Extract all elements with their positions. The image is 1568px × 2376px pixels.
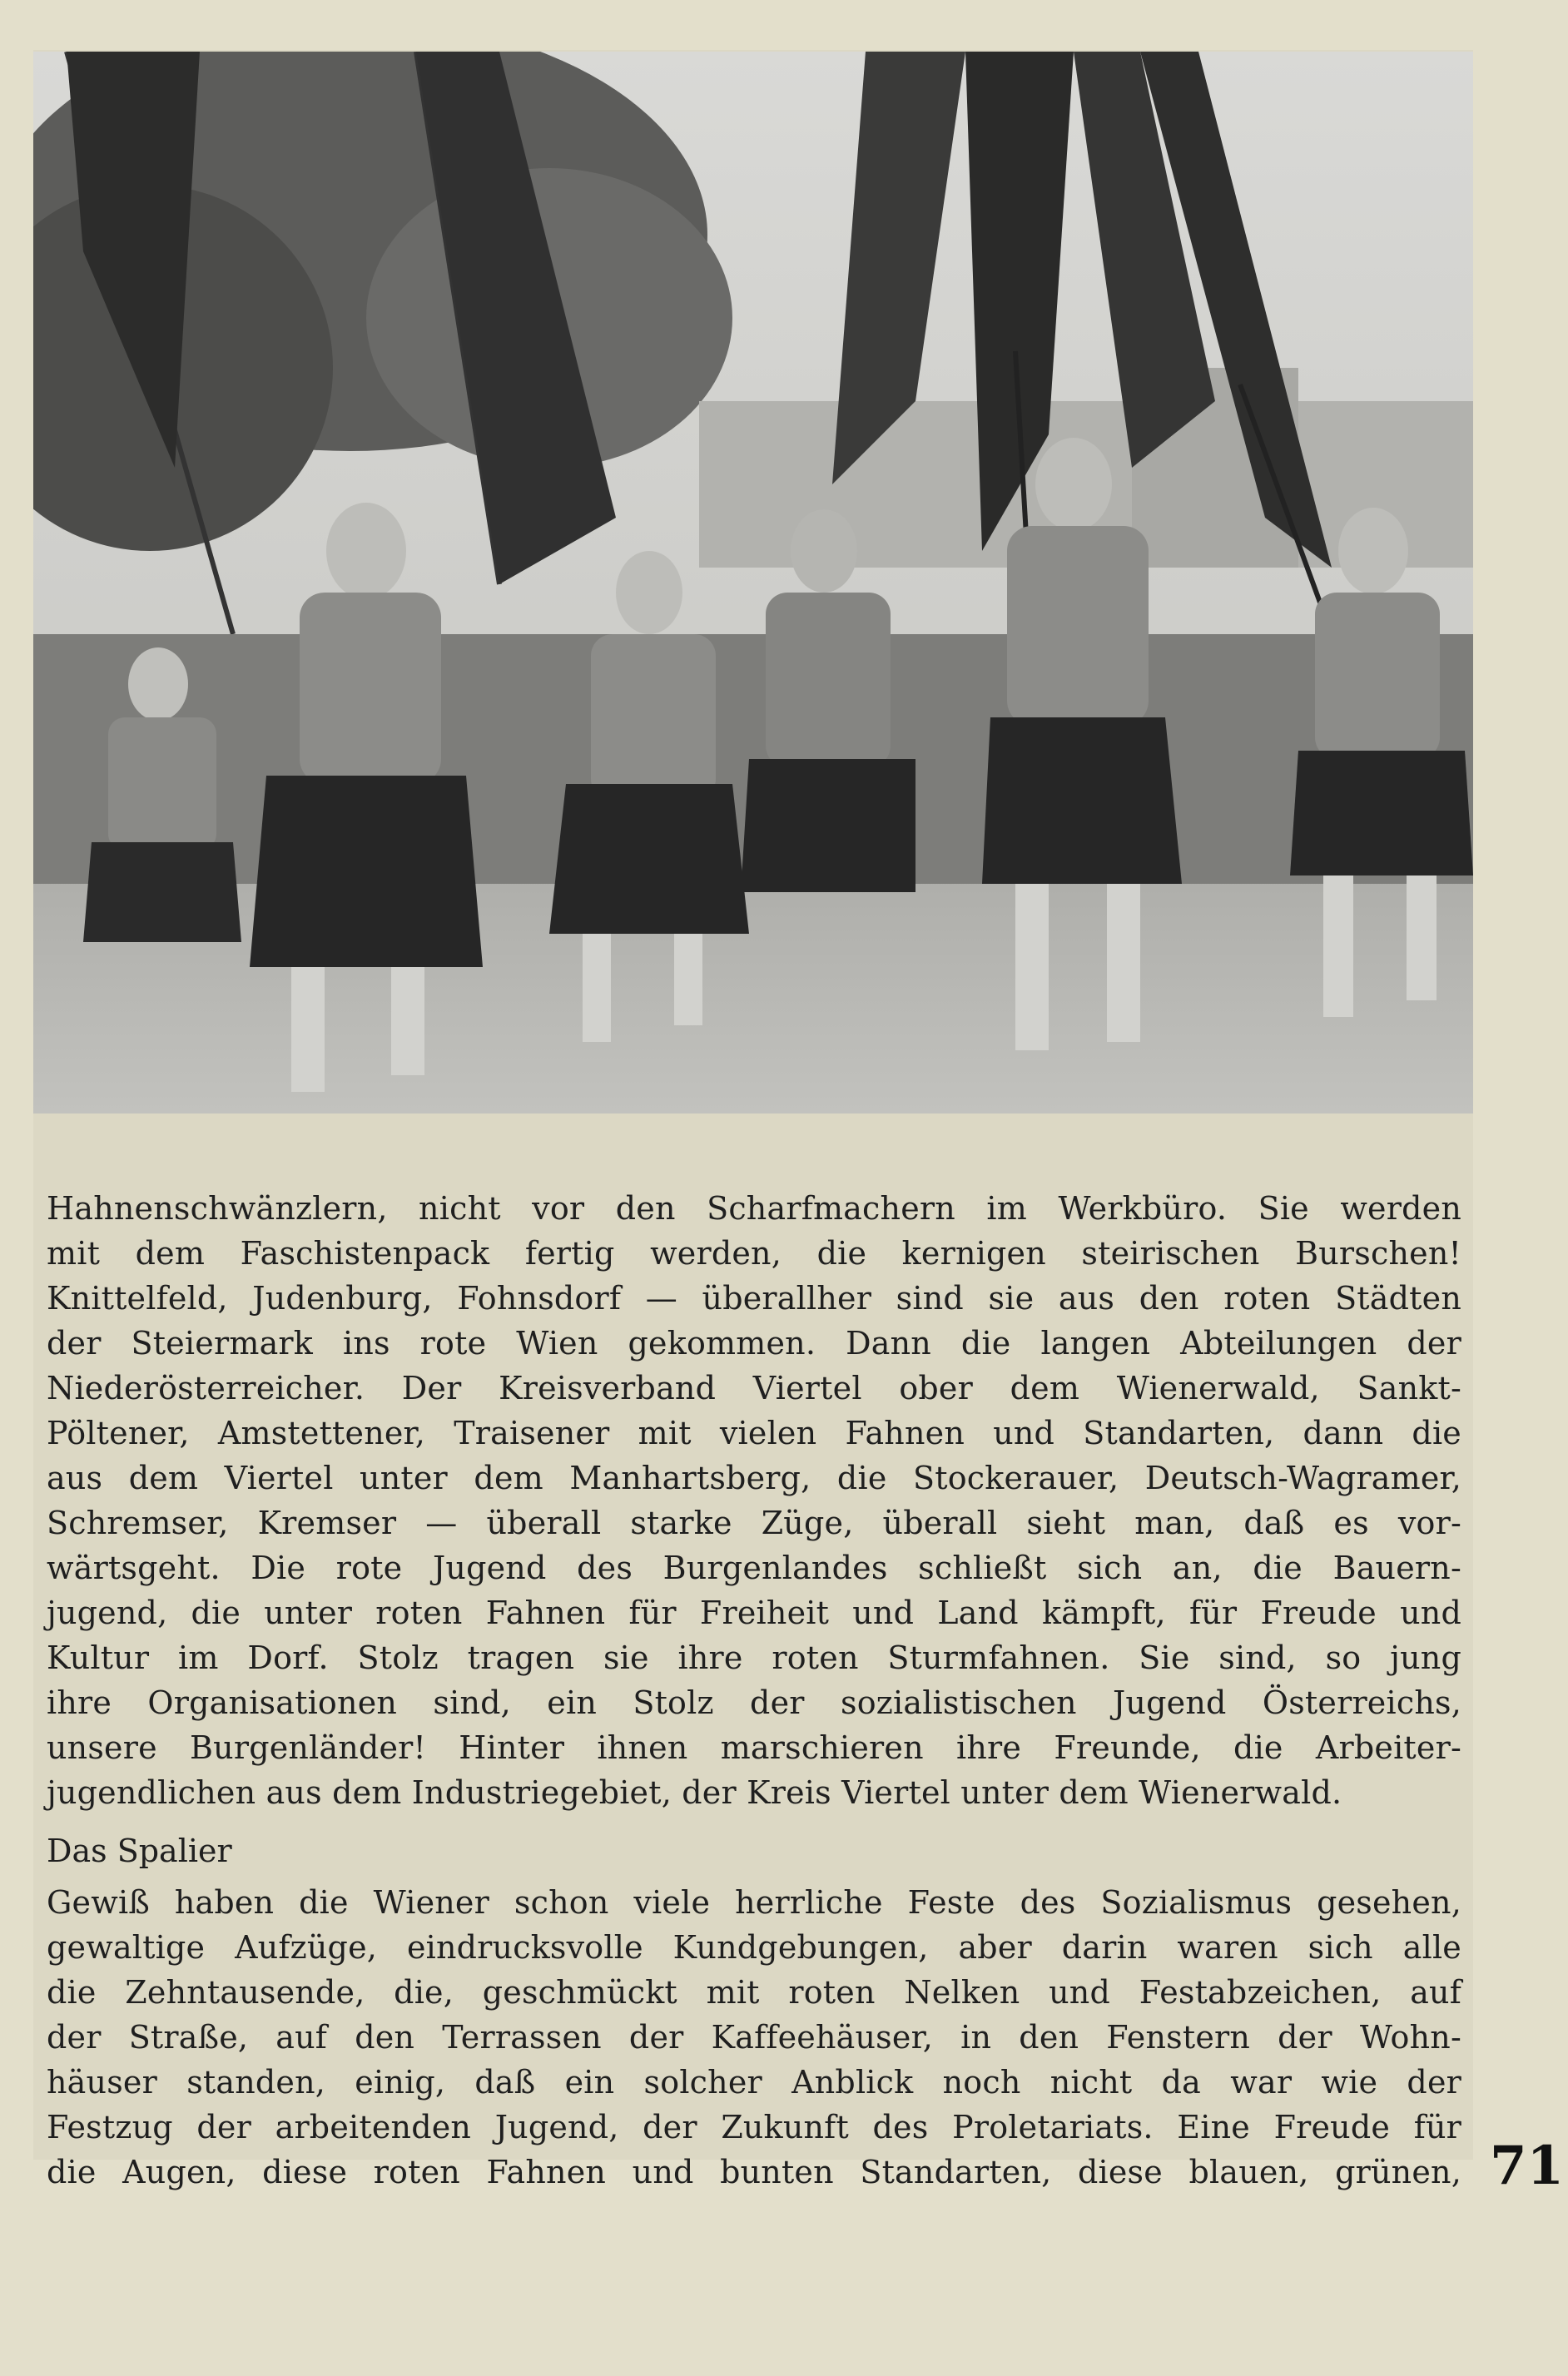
line: mit dem Faschistenpack fertig werden, die kernigen steirischen Burschen! xyxy=(47,1235,1461,1272)
line: Niederösterreicher. Der Kreisverband Viertel ober dem Wienerwald, Sankt- xyxy=(47,1370,1461,1406)
line: Hahnenschwänzlern, nicht vor den Scharfmachern im Werkbüro. Sie werden xyxy=(47,1190,1461,1227)
line: Schremser, Kremser — überall starke Züge, überall sieht man, daß es vor- xyxy=(47,1505,1461,1541)
line: die Augen, diese roten Fahnen und bunten Standarten, diese blauen, grünen, xyxy=(47,2154,1461,2190)
paragraph-2 xyxy=(47,1880,1461,2195)
line: ihre Organisationen sind, ein Stolz der sozialistischen Jugend Österreichs, xyxy=(47,1684,1461,1721)
line: jugendlichen aus dem Industriegebiet, der Kreis Viertel unter dem Wienerwald. xyxy=(47,1774,1342,1811)
line: die Zehntausende, die, geschmückt mit roten Nelken und Festabzeichen, auf xyxy=(47,1974,1461,2011)
line: Festzug der arbeitenden Jugend, der Zukunft des Proletariats. Eine Freude für xyxy=(47,2109,1461,2145)
parade-photo xyxy=(33,52,1473,1114)
line: Knittelfeld, Judenburg, Fohnsdorf — überallher sind sie aus den roten Städten xyxy=(47,1280,1461,1317)
line: Pöltener, Amstettener, Traisener mit vielen Fahnen und Standarten, dann die xyxy=(47,1415,1461,1451)
line: der Straße, auf den Terrassen der Kaffeehäuser, in den Fenstern der Wohn- xyxy=(47,2019,1461,2056)
line: Kultur im Dorf. Stolz tragen sie ihre roten Sturmfahnen. Sie sind, so jung xyxy=(47,1639,1461,1676)
page-number: 71 xyxy=(1490,2135,1565,2197)
line: unsere Burgenländer! Hinter ihnen marschieren ihre Freunde, die Arbeiter- xyxy=(47,1729,1461,1766)
line: aus dem Viertel unter dem Manhartsberg, die Stockerauer, Deutsch-Wagramer, xyxy=(47,1460,1461,1496)
line: jugend, die unter roten Fahnen für Freiheit und Land kämpft, für Freude und xyxy=(47,1595,1461,1631)
paragraph-1 xyxy=(47,1186,1461,1815)
line: häuser standen, einig, daß ein solcher Anblick noch nicht da war wie der xyxy=(47,2064,1461,2101)
body-text xyxy=(47,1186,1461,2195)
line: gewaltige Aufzüge, eindrucksvolle Kundgebungen, aber darin waren sich alle xyxy=(47,1929,1461,1966)
line: Gewiß haben die Wiener schon viele herrliche Feste des Sozialismus gesehen, xyxy=(47,1884,1461,1921)
line: wärtsgeht. Die rote Jugend des Burgenlandes schließt sich an, die Bauern- xyxy=(47,1550,1461,1586)
section-heading: Das Spalier xyxy=(47,1833,232,1869)
parade-photo-icon xyxy=(33,52,1473,1114)
line: der Steiermark ins rote Wien gekommen. Dann die langen Abteilungen der xyxy=(47,1325,1461,1362)
